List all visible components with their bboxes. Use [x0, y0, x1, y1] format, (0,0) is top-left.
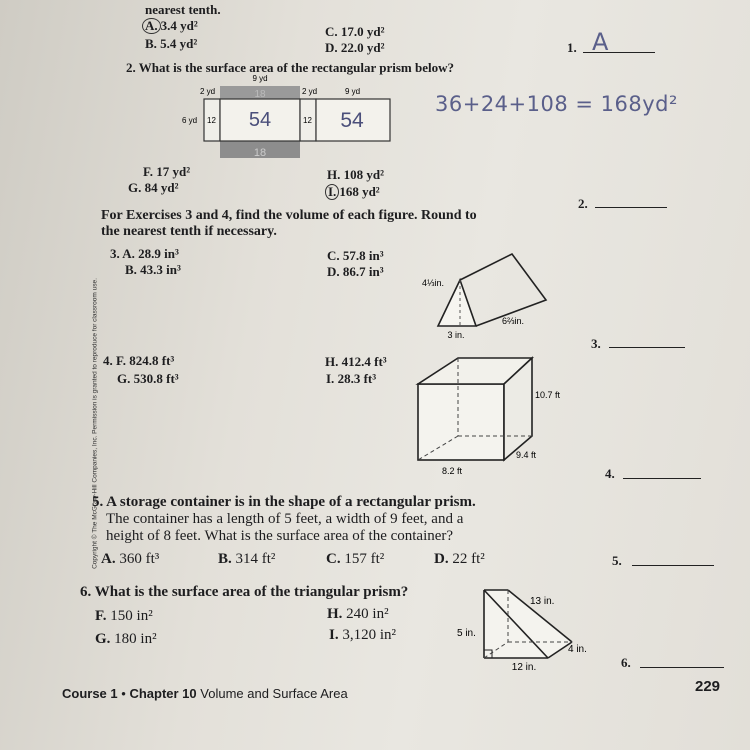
q6-answer-line	[640, 667, 724, 668]
q1-option-a	[142, 18, 198, 34]
net-right-value: 54	[340, 109, 364, 132]
footer-course	[62, 686, 348, 701]
q6-depth-label: 4 in.	[568, 644, 587, 655]
q3-letter-c: C.	[327, 248, 340, 263]
q6-value-h: 240 in²	[346, 606, 389, 622]
q5-line1-text: 5. A storage container is in the shape of a rectangular prism.	[92, 494, 476, 510]
q6-letter-f: F.	[95, 608, 107, 624]
q2-answer-label: 2.	[578, 196, 588, 211]
q4-answer-line	[623, 478, 701, 479]
q5-option-d	[434, 551, 485, 568]
q4-depth-label: 9.4 ft	[516, 450, 537, 460]
q5-line3-text: height of 8 feet. What is the surface area of the container?	[106, 528, 454, 544]
q4-rectangular-prism	[412, 354, 582, 479]
q1-letter-d: D.	[325, 40, 338, 55]
q1-handwritten-answer: A	[592, 28, 609, 56]
q1-value-b: 5.4 yd²	[160, 36, 198, 51]
q2-option-g	[128, 180, 179, 196]
q6-triangular-prism	[454, 584, 594, 674]
q2-letter-i: I.	[325, 184, 339, 200]
q6-letter-h: H.	[327, 606, 343, 622]
q4-value-f: 824.8 ft³	[129, 353, 175, 368]
q3-value-b: 43.3 in³	[140, 262, 181, 277]
q3-value-d: 86.7 in³	[342, 264, 384, 279]
q2-letter-f: F.	[143, 164, 153, 179]
q1-answer-label: 1.	[567, 40, 577, 55]
copyright-notice: Copyright © The McGraw-Hill Companies, Inc. Permission is granted to reproduce for classroom use.	[91, 278, 99, 569]
q6-option-g	[95, 631, 157, 648]
q6-base-label: 12 in.	[511, 662, 537, 673]
q5-letter-b: B.	[218, 551, 232, 567]
box-front	[418, 384, 504, 460]
q2-answer-line	[595, 207, 667, 208]
q1-value-c: 17.0 yd²	[340, 24, 385, 39]
q3-answer-line	[609, 347, 685, 348]
q5-line1	[92, 494, 476, 511]
q5-value-c: 157 ft²	[344, 551, 385, 567]
q5-value-d: 22 ft²	[452, 551, 485, 567]
net-bottom-value: 18	[253, 147, 267, 159]
header-fragment: nearest tenth.	[145, 2, 221, 17]
q2-option-f	[143, 164, 190, 180]
net-small-left: 12	[207, 116, 216, 125]
q4-value-g: 530.8 ft³	[133, 371, 179, 386]
q4-answer-label: 4.	[605, 466, 615, 481]
q5-option-c	[326, 551, 384, 568]
net-mid-top: 2 yd	[302, 87, 318, 96]
q5-letter-c: C.	[326, 551, 341, 567]
net-left-top: 2 yd	[200, 87, 216, 96]
q1-option-d	[325, 40, 385, 56]
q2-option-i	[325, 184, 380, 200]
q2-prism-net	[170, 72, 400, 164]
q5-letter-d: D.	[434, 551, 449, 567]
q3-letter-b: B.	[125, 262, 137, 277]
q3-letter-a: 3. A.	[110, 246, 135, 261]
q5-option-a	[101, 551, 159, 568]
q3-option-b	[125, 262, 181, 278]
q2-value-h: 108 yd²	[343, 167, 385, 182]
q1-option-b	[145, 36, 197, 52]
q2-letter-h: H.	[327, 167, 341, 182]
footer-bullet: •	[121, 686, 126, 701]
net-top-width: 9 yd	[252, 74, 268, 83]
q1-letter-c: C.	[325, 24, 338, 39]
net-right-top: 9 yd	[345, 87, 361, 96]
q1-value-a: 3.4 yd²	[160, 18, 198, 33]
q4-option-i	[326, 371, 376, 387]
q4-value-h: 412.4 ft³	[341, 354, 387, 369]
q2-value-g: 84 yd²	[144, 180, 179, 195]
q6-value-i: 3,120 in²	[342, 627, 397, 643]
footer-title: Volume and Surface Area	[200, 686, 348, 701]
q5-line2-text: The container has a length of 5 feet, a width of 9 feet, and a	[106, 511, 464, 527]
q4-width-label: 8.2 ft	[441, 466, 463, 476]
footer-chapter: Chapter 10	[129, 686, 197, 701]
q4-option-f	[103, 353, 174, 369]
q2-value-i: 168 yd²	[339, 184, 380, 199]
q6-hyp-label: 13 in.	[530, 596, 555, 607]
q4-letter-h: H.	[325, 354, 339, 369]
q5-answer-line	[632, 565, 714, 566]
instructions-line2: the nearest tenth if necessary.	[101, 224, 277, 239]
footer-course-name: Course 1	[62, 686, 118, 701]
net-face-top: 18	[254, 89, 266, 100]
q3-height-label: 4⅓in.	[422, 278, 445, 288]
q6-answer-label: 6.	[621, 655, 631, 670]
q3-value-a: 28.9 in³	[138, 246, 179, 261]
q3-value-c: 57.8 in³	[342, 248, 384, 263]
q1-letter-a: A.	[142, 18, 161, 34]
q5-answer-label: 5.	[612, 553, 622, 568]
q4-letter-f: 4. F.	[103, 353, 126, 368]
q2-question: 2. What is the surface area of the rectangular prism below?	[126, 60, 454, 75]
q5-value-b: 314 ft²	[235, 551, 276, 567]
page-number: 229	[695, 678, 721, 695]
q3-option-c	[327, 248, 384, 264]
q3-option-a	[110, 246, 179, 262]
q2-handwritten-work: 36+24+108 = 168yd²	[435, 92, 678, 116]
q1-letter-b: B.	[145, 36, 157, 51]
q6-option-i	[329, 627, 396, 644]
q5-option-b	[218, 551, 275, 568]
q2-value-f: 17 yd²	[156, 164, 191, 179]
q4-value-i: 28.3 ft³	[337, 371, 377, 386]
q3-length-label: 6⅔in.	[502, 316, 525, 326]
q3-letter-d: D.	[327, 264, 340, 279]
prism6-fill	[484, 590, 572, 658]
q6-question	[80, 584, 408, 601]
q5-line3	[106, 528, 453, 545]
q6-letter-g: G.	[95, 631, 111, 647]
q6-value-f: 150 in²	[110, 608, 153, 624]
q3-option-d	[327, 264, 384, 280]
q4-option-g	[117, 371, 179, 387]
q6-height-label: 5 in.	[457, 628, 476, 639]
q1-value-d: 22.0 yd²	[340, 40, 385, 55]
q4-option-h	[325, 354, 387, 370]
q6-question-text: 6. What is the surface area of the triangular prism?	[80, 584, 409, 600]
instructions-line1: For Exercises 3 and 4, find the volume of each figure. Round to	[101, 208, 477, 223]
q2-option-h	[327, 167, 384, 183]
net-center-value: 54	[248, 109, 272, 131]
q6-letter-i: I.	[329, 627, 339, 643]
q4-letter-i: I.	[326, 371, 335, 386]
net-left-side: 6 yd	[182, 116, 198, 125]
q6-value-g: 180 in²	[114, 631, 157, 647]
q1-option-c	[325, 24, 385, 40]
q4-height-label: 10.7 ft	[535, 390, 561, 400]
q3-base-label: 3 in.	[447, 330, 465, 340]
net-small-right: 12	[303, 116, 312, 125]
q2-letter-g: G.	[128, 180, 142, 195]
q3-triangular-prism	[420, 244, 570, 344]
q6-option-h	[327, 606, 389, 623]
q3-answer-label: 3.	[591, 336, 601, 351]
q4-letter-g: G.	[117, 371, 131, 386]
q5-value-a: 360 ft³	[119, 551, 160, 567]
q6-option-f	[95, 608, 153, 625]
q5-letter-a: A.	[101, 551, 116, 567]
q5-line2	[106, 511, 463, 528]
